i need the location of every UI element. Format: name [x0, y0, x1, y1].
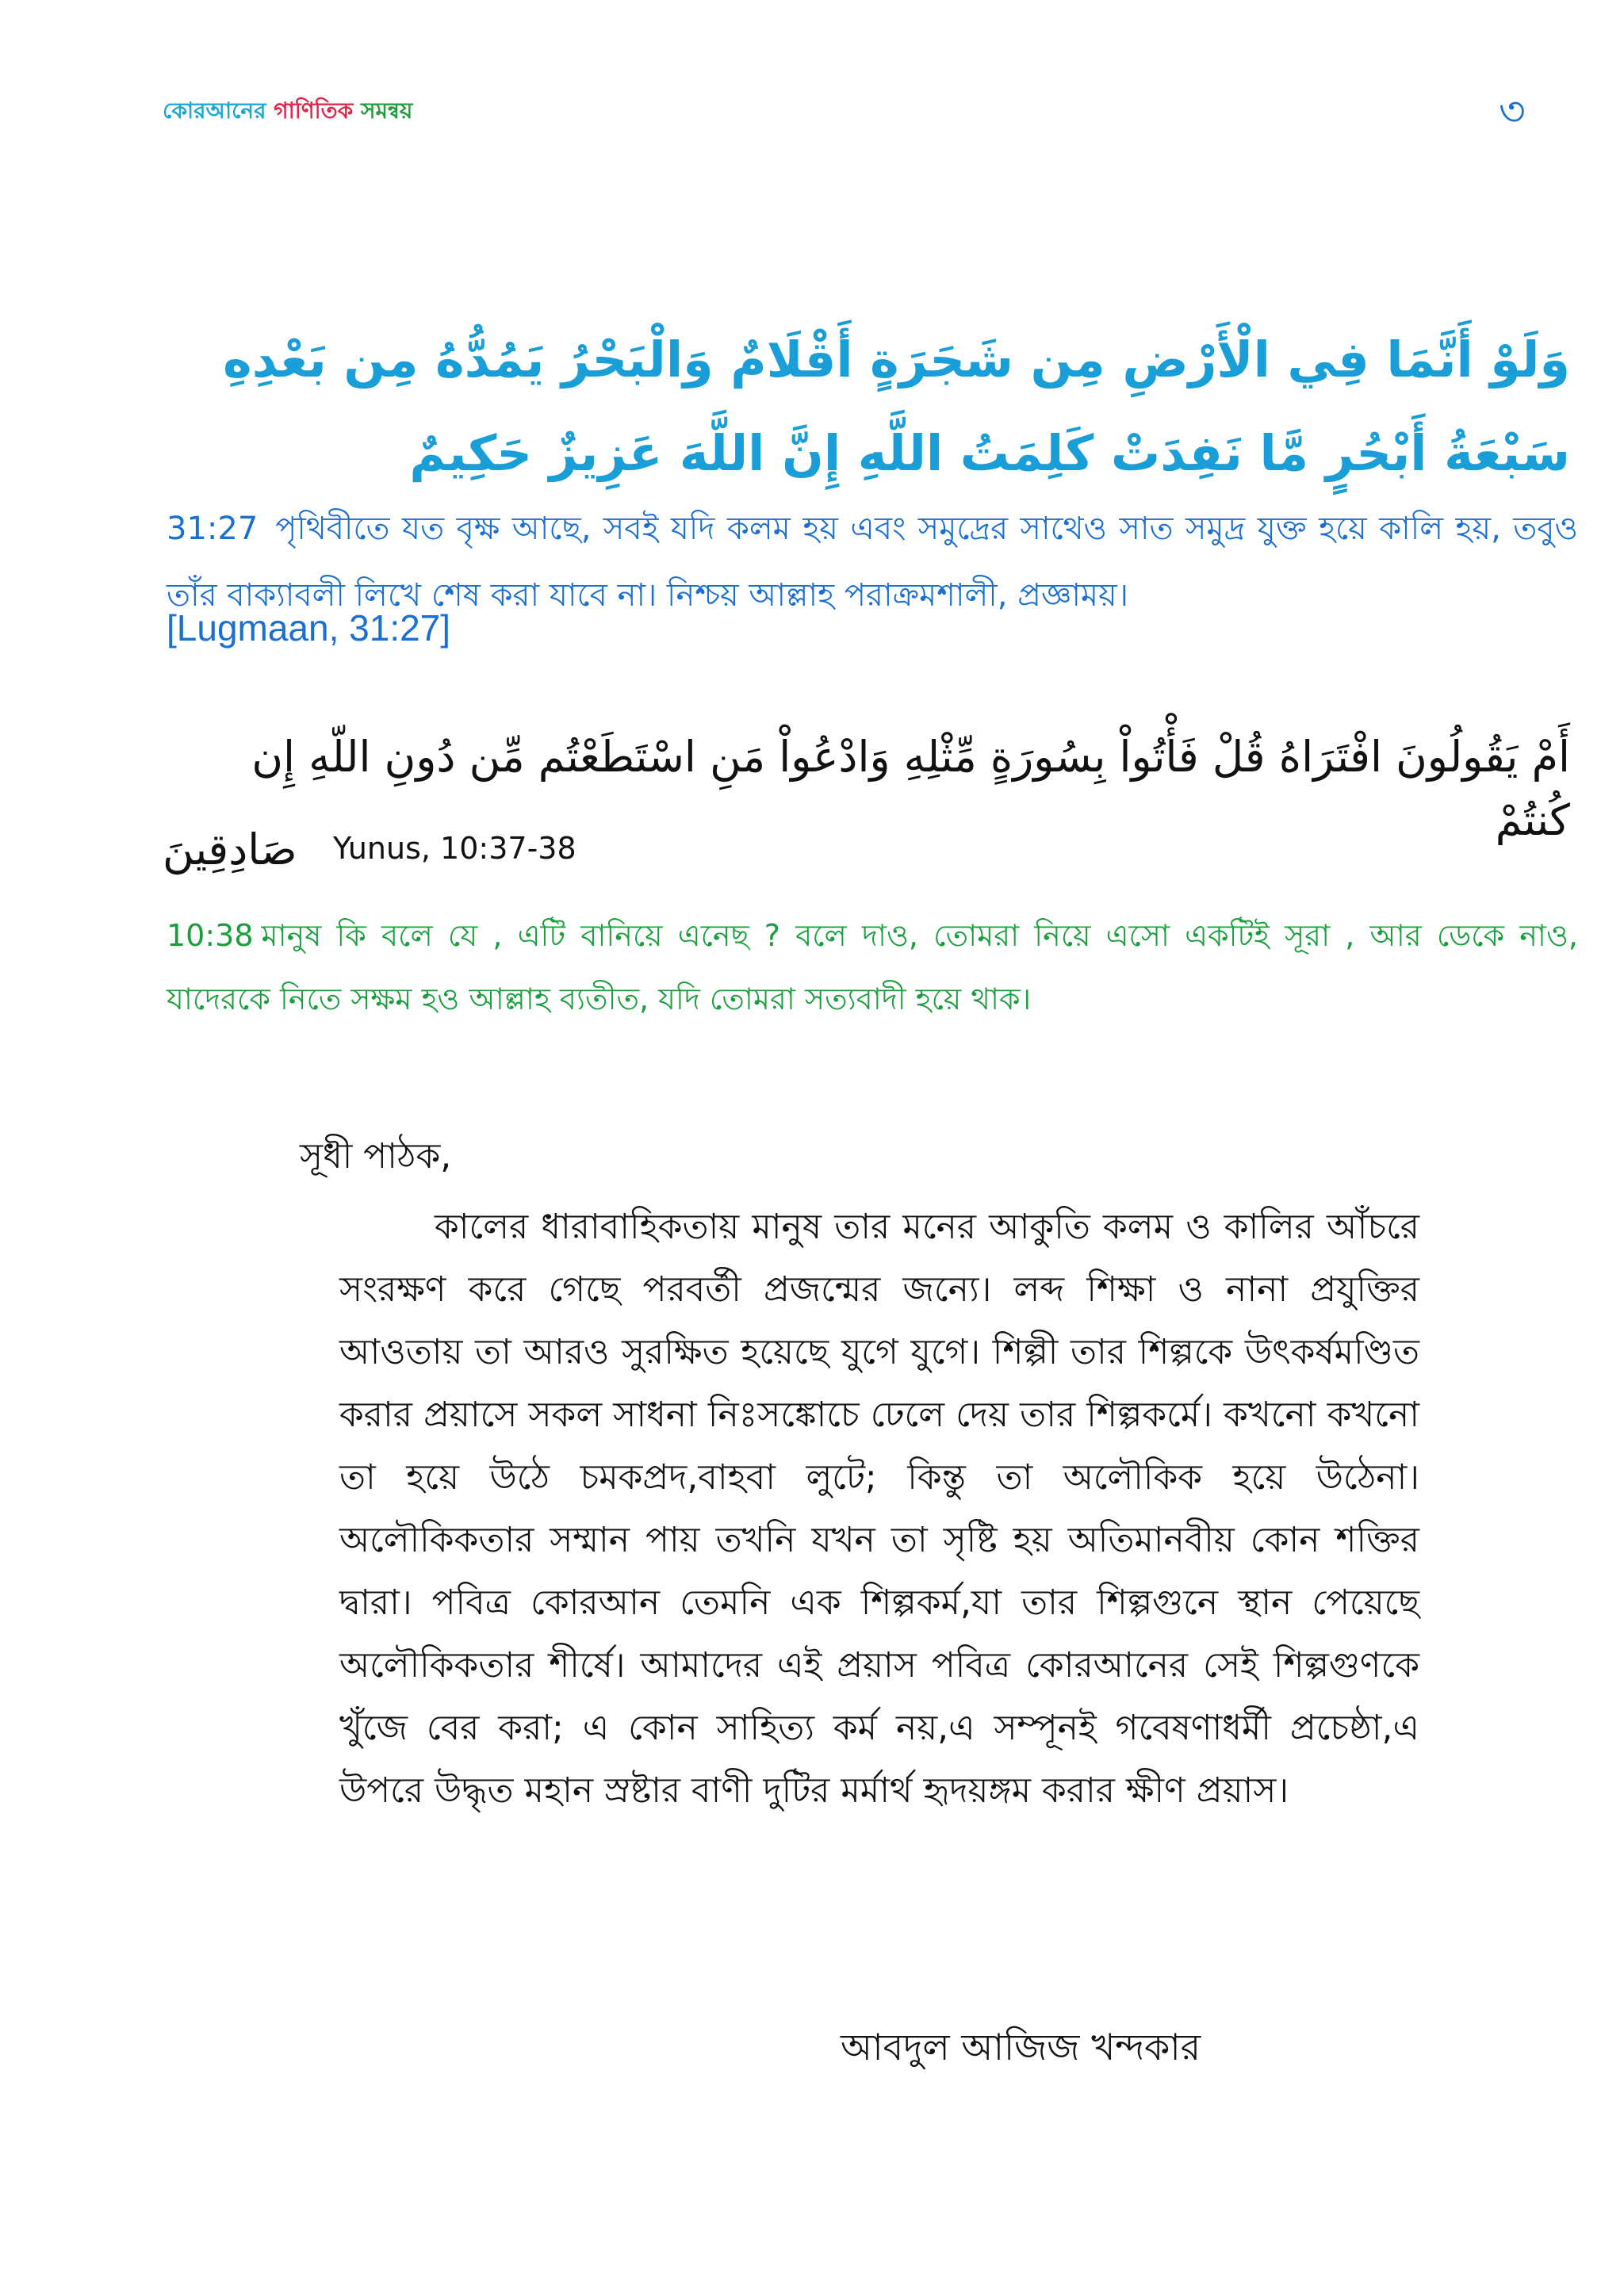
verse1-translation: পৃথিবীতে যত বৃক্ষ আছে, সবই যদি কলম হয় এবং সমুদ্রের সাথেও সাত সমুদ্র যুক্ত হয়ে কালি হয়, তবুও তাঁর বাক্যাবলী লিখে শেষ করা যাবে না। নিশ্চয় আল্লাহ পরাক্রমশালী, প্রজ্ঞাময়। — [167, 511, 1578, 614]
header-title-part1: কোরআনের — [163, 98, 274, 124]
letter-body: কালের ধারাবাহিকতায় মানুষ তার মনের আকুতি কলম ও কালির আঁচরে সংরক্ষণ করে গেছে পরবর্তী প্রজন্মের জন্যে। লব্দ শিক্ষা ও নানা প্রযুক্তির আওতায় তা আরও সুরক্ষিত হয়েছে যুগে যুগে। শিল্পী তার শিল্পকে উৎকর্ষমণ্ডিত করার প্রয়াসে সকল সাধনা নিঃসঙ্কোচে ঢেলে দেয় তার শিল্পকর্মে। কখনো কখনো তা হয়ে উঠে চমকপ্রদ,বাহবা লুটে; কিন্তু তা অলৌকিক হয়ে উঠেনা। অলৌকিকতার সম্মান পায় তখনি যখন তা সৃষ্টি হয় অতিমানবীয় কোন শক্তির দ্বারা। পবিত্র কোরআন তেমনি এক শিল্পকর্ম,যা তার শিল্পগুনে স্থান পেয়েছে অলৌকিকতার শীর্ষে। আমাদের এই প্রয়াস পবিত্র কোরআনের সেই শিল্পগুণকে খুঁজে বের করা; এ কোন সাহিত্য কর্ম নয়,এ সম্পূনই গবেষণাধর্মী প্রচেষ্ঠা,এ উপরে উদ্ধৃত মহান স্রষ্টার বাণী দুটির মর্মার্থ হৃদয়ঙ্গম করার ক্ষীণ প্রয়াস। — [339, 1207, 1419, 1811]
verse2-arabic-line2: صَادِقِينَ — [163, 825, 297, 874]
letter-signature: আবদুল আজিজ খন্দকার — [841, 2026, 1201, 2068]
running-header — [163, 94, 412, 131]
verse1-arabic: وَلَوْ أَنَّمَا فِي الْأَرْضِ مِن شَجَرَةٍ أَقْلَامٌ وَالْبَحْرُ يَمُدُّهُ مِن بَعْدِهِ سَبْعَةُ أَبْحُرٍ مَّا نَفِدَتْ كَلِمَتُ اللَّهِ إِنَّ اللَّهَ عَزِيزٌ حَكِيمٌ — [223, 331, 1570, 482]
verse1-ref-number: 31:27 — [167, 511, 259, 547]
verse2-translation-block — [167, 904, 1578, 1031]
header-title-part3: সমন্বয় — [361, 98, 413, 124]
verse2-ref-number: 10:38 — [167, 918, 254, 953]
header-title-part2: গাণিতিক — [274, 98, 362, 124]
verse2-translation: মানুষ কি বলে যে , এটি বানিয়ে এনেছ ? বলে দাও, তোমরা নিয়ে এসো একটিই সূরা , আর ডেকে নাও, যাদেরকে নিতে সক্ষম হও আল্লাহ ব্যতীত, যদি তোমরা সত্যবাদী হয়ে থাক। — [167, 918, 1578, 1016]
page-number: ৩ — [1499, 88, 1526, 136]
letter-greeting: সূধী পাঠক, — [300, 1136, 452, 1177]
verse2-arabic-line1: أَمْ يَقُولُونَ افْتَرَاهُ قُلْ فَأْتُواْ بِسُورَةٍ مِّثْلِهِ وَادْعُواْ مَنِ اسْتَطَعْتُم مِّن دُونِ اللّهِ إِن كُنتُمْ — [251, 732, 1570, 845]
verse1-reference: [Lugmaan, 31:27] — [167, 607, 451, 649]
verse2-reference: Yunus, 10:37-38 — [333, 831, 576, 866]
